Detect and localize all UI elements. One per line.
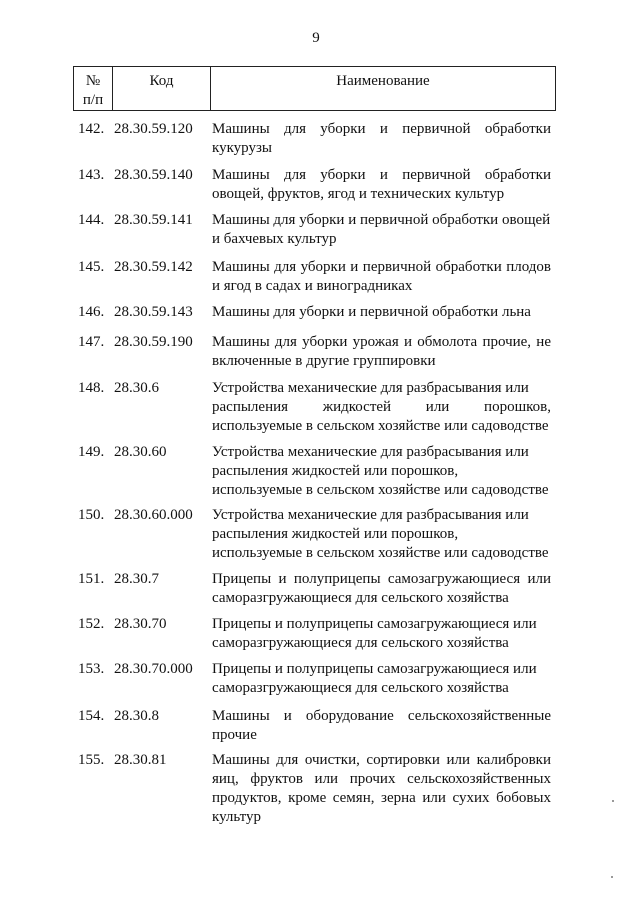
scan-speck <box>612 800 614 802</box>
row-name-line: и ягод в садах и виноградниках <box>212 278 413 294</box>
row-name <box>212 506 551 563</box>
table-header <box>73 66 556 111</box>
row-name-line: Машины для уборки урожая и обмолота прочие, не <box>212 334 551 350</box>
row-code: 28.30.70.000 <box>114 661 193 677</box>
row-name-line: саморазгружающиеся для сельского хозяйства <box>212 680 509 696</box>
row-name-line: овощей, фруктов, ягод и технических культур <box>212 186 505 202</box>
row-name <box>212 120 551 158</box>
row-name-line: используемые в сельском хозяйстве или садоводстве <box>212 482 549 498</box>
page-number: 9 <box>312 30 320 46</box>
row-number: 153. <box>78 661 105 677</box>
row-name-line: Устройства механические для разбрасывания или <box>212 444 529 460</box>
row-name-line: Прицепы и полуприцепы самозагружающиеся или <box>212 616 537 632</box>
row-code: 28.30.59.190 <box>114 334 193 350</box>
row-number: 147. <box>78 334 105 350</box>
row-name-line: Машины для уборки и первичной обработки плодов <box>212 259 551 275</box>
row-name-line: Устройства механические для разбрасывания или <box>212 507 529 523</box>
header-number-symbol: № <box>85 73 101 89</box>
row-name-line: распыления жидкостей или порошков, <box>212 399 551 415</box>
row-code: 28.30.8 <box>114 708 159 724</box>
row-code: 28.30.7 <box>114 571 159 587</box>
row-number: 146. <box>78 304 105 320</box>
row-name <box>212 211 551 249</box>
row-name-line: Машины для уборки и первичной обработки льна <box>212 304 531 320</box>
row-name-line: Устройства механические для разбрасывания или <box>212 380 529 396</box>
row-name-line: используемые в сельском хозяйстве или садоводстве <box>212 545 549 561</box>
row-name-line: Машины для уборки и первичной обработки овощей <box>212 212 551 228</box>
row-name <box>212 303 551 322</box>
row-name-line: саморазгружающиеся для сельского хозяйства <box>212 590 509 606</box>
row-code: 28.30.59.143 <box>114 304 193 320</box>
row-code: 28.30.60 <box>114 444 167 460</box>
row-name <box>212 615 551 653</box>
row-code: 28.30.59.142 <box>114 259 193 275</box>
row-name <box>212 707 551 745</box>
row-name-line: культур <box>212 809 262 825</box>
row-name-line: саморазгружающиеся для сельского хозяйства <box>212 635 509 651</box>
row-number: 144. <box>78 212 105 228</box>
row-code: 28.30.6 <box>114 380 159 396</box>
row-code: 28.30.81 <box>114 752 167 768</box>
row-number: 149. <box>78 444 105 460</box>
row-name-line: Машины и оборудование сельскохозяйственные <box>212 708 551 724</box>
row-number: 150. <box>78 507 105 523</box>
row-code: 28.30.59.140 <box>114 167 193 183</box>
row-number: 145. <box>78 259 105 275</box>
row-code: 28.30.70 <box>114 616 167 632</box>
row-name-line: Машины для уборки и первичной обработки <box>212 167 551 183</box>
header-number-cell <box>74 67 112 110</box>
row-name <box>212 379 551 436</box>
row-number: 152. <box>78 616 105 632</box>
row-number: 148. <box>78 380 105 396</box>
row-name-line: Машины для уборки и первичной обработки <box>212 121 551 137</box>
row-name <box>212 751 551 827</box>
row-name <box>212 660 551 698</box>
row-name-line: включенные в другие группировки <box>212 353 436 369</box>
row-name-line: и бахчевых культур <box>212 231 337 247</box>
scan-speck <box>611 876 613 878</box>
row-code: 28.30.59.120 <box>114 121 193 137</box>
row-name <box>212 258 551 296</box>
row-code: 28.30.59.141 <box>114 212 193 228</box>
header-number-abbr: п/п <box>82 92 104 108</box>
row-name-line: прочие <box>212 727 257 743</box>
row-name-line: продуктов, кроме семян, зерна или сухих бобовых <box>212 790 551 806</box>
row-name-line: яиц, фруктов или прочих сельскохозяйственных <box>212 771 551 787</box>
row-name-line: Прицепы и полуприцепы самозагружающиеся или <box>212 661 537 677</box>
row-number: 151. <box>78 571 105 587</box>
row-name-line: распыления жидкостей или порошков, <box>212 526 459 542</box>
header-name-cell: Наименование <box>210 67 555 110</box>
row-name-line: используемые в сельском хозяйстве или садоводстве <box>212 418 549 434</box>
row-name-line: кукурузы <box>212 140 272 156</box>
row-number: 155. <box>78 752 105 768</box>
row-code: 28.30.60.000 <box>114 507 193 523</box>
header-code-cell: Код <box>112 67 210 110</box>
row-name-line: распыления жидкостей или порошков, <box>212 463 459 479</box>
row-name <box>212 570 551 608</box>
row-number: 143. <box>78 167 105 183</box>
row-number: 142. <box>78 121 105 137</box>
row-name <box>212 166 551 204</box>
row-name <box>212 443 551 500</box>
row-number: 154. <box>78 708 105 724</box>
row-name <box>212 333 551 371</box>
row-name-line: Прицепы и полуприцепы самозагружающиеся или <box>212 571 551 587</box>
row-name-line: Машины для очистки, сортировки или калибровки <box>212 752 551 768</box>
